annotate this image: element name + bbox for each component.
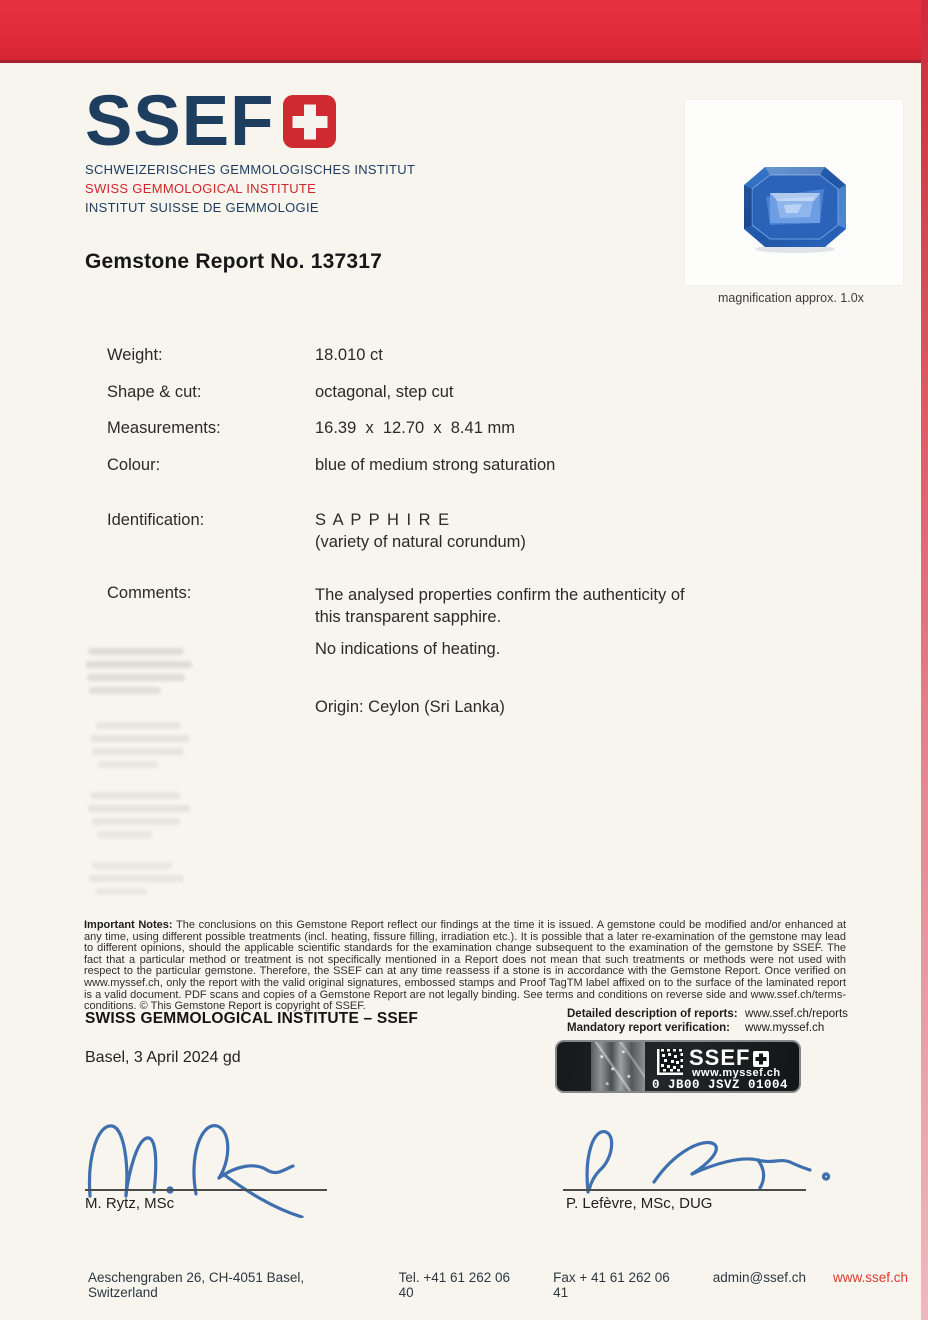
top-red-band — [0, 0, 928, 63]
verification-row1-url: www.ssef.ch/reports — [745, 1008, 848, 1020]
verification-row1-label: Detailed description of reports: — [567, 1008, 738, 1020]
ssef-logo — [85, 82, 416, 216]
proof-tag-sticker — [555, 1040, 801, 1093]
comments-origin: Origin: Ceylon (Sri Lanka) — [315, 698, 505, 716]
identification-label: Identification: — [107, 511, 205, 529]
footer-tel: Tel. +41 61 262 06 40 — [398, 1270, 511, 1300]
sapphire-image — [740, 163, 850, 255]
gem-photo — [685, 100, 903, 285]
logo-subtitle-german: SCHWEIZERISCHES GEMMOLOGISCHES INSTITUT — [85, 162, 416, 177]
identification-name: S A P P H I R E — [315, 511, 451, 529]
footer-fax: Fax + 41 61 262 06 41 — [553, 1270, 670, 1300]
swiss-cross-icon — [283, 95, 336, 148]
footer — [88, 1270, 908, 1300]
issuer-name: SWISS GEMMOLOGICAL INSTITUTE – SSEF — [85, 1010, 419, 1027]
property-label: Weight: — [107, 346, 163, 364]
qr-code-icon — [657, 1049, 683, 1075]
important-notes — [84, 920, 846, 1013]
logo-subtitle-english: SWISS GEMMOLOGICAL INSTITUTE — [85, 181, 317, 196]
important-notes-label: Important Notes: — [84, 919, 173, 931]
comments-paragraph-1: The analysed properties confirm the authenticity of this transparent sapphire. — [315, 586, 690, 626]
property-value: octagonal, step cut — [315, 383, 454, 401]
property-label: Measurements: — [107, 419, 221, 437]
footer-email: admin@ssef.ch — [712, 1270, 806, 1285]
verification-row2-label: Mandatory report verification: — [567, 1022, 730, 1034]
signature-line — [85, 1189, 327, 1191]
identification-variety: (variety of natural corundum) — [315, 533, 526, 551]
sticker-code: 0 JB00 JSVZ 01004 — [652, 1078, 789, 1092]
property-label: Colour: — [107, 456, 161, 474]
property-value: blue of medium strong saturation — [315, 456, 556, 474]
signatory-name-right: P. Lefèvre, MSc, DUG — [566, 1195, 713, 1212]
signatory-name-left: M. Rytz, MSc — [85, 1195, 175, 1212]
sticker-brand-text: SSEF — [689, 1045, 751, 1070]
hologram-band — [591, 1042, 645, 1091]
comments-label: Comments: — [107, 584, 192, 602]
report-title: Gemstone Report No. 137317 — [85, 250, 382, 273]
comments-paragraph-2: No indications of heating. — [315, 640, 501, 658]
page-edge-red-strip — [921, 0, 928, 1320]
property-label: Shape & cut: — [107, 383, 202, 401]
logo-subtitle-french: INSTITUT SUISSE DE GEMMOLOGIE — [85, 200, 319, 215]
date-line: Basel, 3 April 2024 gd — [85, 1049, 241, 1066]
signature-line — [563, 1189, 806, 1191]
footer-address: Aeschengraben 26, CH-4051 Basel, Switzerland — [88, 1270, 305, 1300]
verification-block — [567, 1007, 848, 1035]
magnification-caption: magnification approx. 1.0x — [718, 291, 864, 305]
footer-website: www.ssef.ch — [832, 1270, 908, 1285]
sticker-url: www.myssef.ch — [692, 1067, 781, 1079]
verification-row2-url: www.myssef.ch — [745, 1022, 825, 1034]
property-value: 16.39 x 12.70 x 8.41 mm — [315, 419, 515, 437]
sticker-cross-icon — [753, 1051, 769, 1067]
property-value: 18.010 ct — [315, 346, 383, 364]
important-notes-body: The conclusions on this Gemstone Report reflect our findings at the time it is issued. A gemstone could be modified and/or enhanced at any time, using different possible treatments (incl. heating, fissure filling, irradiation etc.). It is possible that a later re-examination of the gemstone may lead to different opinions, should the applicable scientific standards for the examination change subsequent to the examination of the gemstone by SSEF. The fact that a particular method or treatment is not specifically mentioned in a Report does not mean that such treatments or methods were not used with respect to the particular gemstone. Therefore, the SSEF can at any time reassess if a stone is in accordance with the Gemstone Report. Once verified on www.myssef.ch, only the report with the valid original signatures, embossed stamps and Proof TagTM label affixed on to the surface of the laminated report is a valid document. PDF scans and copies of a Gemstone Report are not legally binding. See terms and conditions on reverse side and www.ssef.ch/terms-conditions. © This Gemstone Report is copyright of SSEF. — [84, 919, 846, 1013]
ssef-wordmark: SSEF — [85, 82, 275, 161]
